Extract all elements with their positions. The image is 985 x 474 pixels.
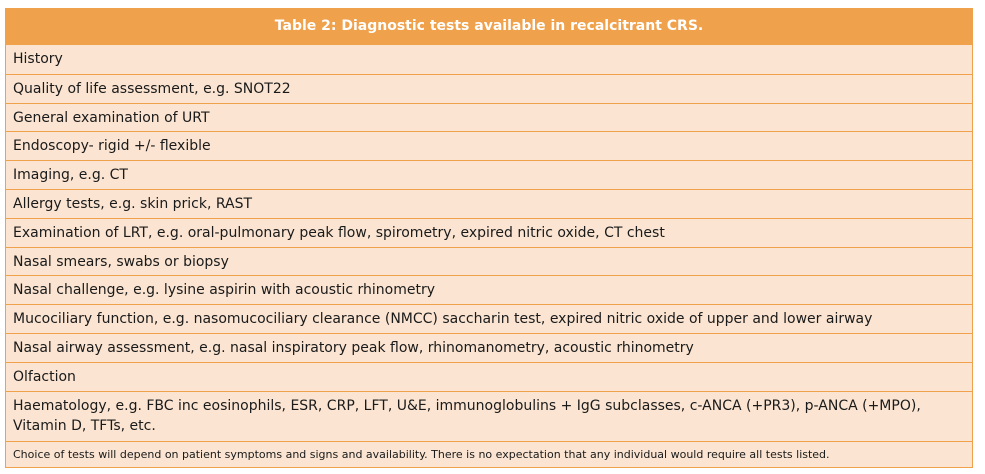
table-row: Olfaction	[6, 362, 972, 391]
table-row: Nasal smears, swabs or biopsy	[6, 247, 972, 276]
table-row: Quality of life assessment, e.g. SNOT22	[6, 74, 972, 103]
table-footnote: Choice of tests will depend on patient symptoms and signs and availability. There is no expectation that any individual would require all tests listed.	[6, 441, 972, 467]
table-title: Table 2: Diagnostic tests available in recalcitrant CRS.	[6, 9, 972, 45]
table-row: Haematology, e.g. FBC inc eosinophils, ESR, CRP, LFT, U&E, immunoglobulins + IgG subclasses, c-ANCA (+PR3), p-ANCA (+MPO), Vitamin D, TFTs, etc.	[6, 391, 972, 441]
table-row: Imaging, e.g. CT	[6, 160, 972, 189]
table-row: Mucociliary function, e.g. nasomucociliary clearance (NMCC) saccharin test, expired nitric oxide of upper and lower airway	[6, 304, 972, 333]
table-row: Allergy tests, e.g. skin prick, RAST	[6, 189, 972, 218]
table-row: History	[6, 45, 972, 74]
table-row: Nasal challenge, e.g. lysine aspirin with acoustic rhinometry	[6, 275, 972, 304]
table-row: Endoscopy- rigid +/- flexible	[6, 131, 972, 160]
table-row: Nasal airway assessment, e.g. nasal inspiratory peak flow, rhinomanometry, acoustic rhinometry	[6, 333, 972, 362]
table-row: Examination of LRT, e.g. oral-pulmonary peak flow, spirometry, expired nitric oxide, CT chest	[6, 218, 972, 247]
diagnostic-tests-table	[5, 8, 973, 468]
table-body	[6, 45, 972, 441]
table-row: General examination of URT	[6, 103, 972, 132]
